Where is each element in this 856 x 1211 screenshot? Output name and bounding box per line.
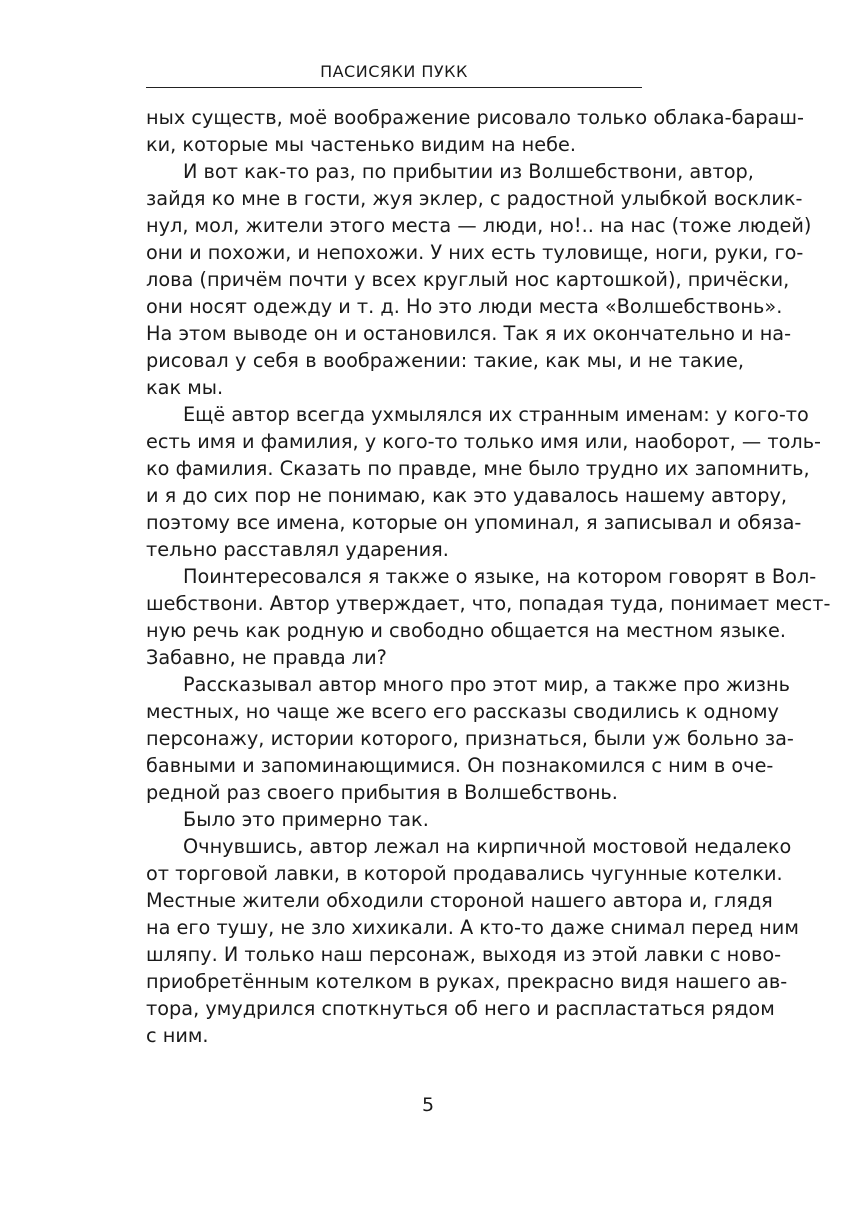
- text-line: местных, но чаще же всего его рассказы сводились к одному: [146, 700, 779, 723]
- text-line: редной раз своего прибытия в Волшебствонь.: [146, 781, 618, 804]
- text-line: Ещё автор всегда ухмылялся их странным именам: у кого-то: [183, 403, 809, 426]
- paragraph: [146, 806, 744, 833]
- text-line: На этом выводе он и остановился. Так я их окончательно и на-: [146, 322, 792, 345]
- paragraph: [146, 104, 804, 158]
- text-line: Местные жители обходили стороной нашего автора и, глядя: [146, 889, 773, 912]
- text-line: Поинтересовался я также о языке, на котором говорят в Вол-: [183, 565, 817, 588]
- running-header: ПАСИСЯКИ ПУКК: [146, 62, 642, 88]
- text-line: и я до сих пор не понимаю, как это удавалось нашему автору,: [146, 484, 787, 507]
- text-line: ки, которые мы частенько видим на небе.: [146, 133, 577, 156]
- text-line: тельно расставлял ударения.: [146, 538, 449, 561]
- text-line: шебствони. Автор утверждает, что, попадая туда, понимает мест-: [146, 592, 831, 615]
- text-line: Забавно, не правда ли?: [146, 646, 387, 669]
- paragraph: [146, 563, 831, 671]
- body-text: [146, 104, 831, 1049]
- text-line: Было это примерно так.: [183, 808, 429, 831]
- text-line: Рассказывал автор много про этот мир, а также про жизнь: [183, 673, 791, 696]
- text-line: ко фамилия. Сказать по правде, мне было трудно их запомнить,: [146, 457, 810, 480]
- text-line: с ним.: [146, 1024, 209, 1047]
- text-line: они носят одежду и т. д. Но это люди места «Волшебствонь».: [146, 295, 783, 318]
- paragraph: [146, 401, 822, 563]
- text-line: ных существ, моё воображение рисовало только облака-бараш-: [146, 106, 804, 129]
- text-line: тора, умудрился споткнуться об него и распластаться рядом: [146, 997, 775, 1020]
- paragraph: [146, 671, 794, 806]
- text-line: они и похожи, и непохожи. У них есть туловище, ноги, руки, го-: [146, 241, 804, 264]
- paragraph: [146, 833, 799, 1049]
- page-number: 5: [421, 1094, 435, 1116]
- text-line: лова (причём почти у всех круглый нос картошкой), причёски,: [146, 268, 790, 291]
- text-line: нул, мол, жители этого места — люди, но!.. на нас (тоже людей): [146, 214, 812, 237]
- text-line: есть имя и фамилия, у кого-то только имя или, наоборот, — толь-: [146, 430, 822, 453]
- text-line: И вот как-то раз, по прибытии из Волшебствони, автор,: [183, 160, 754, 183]
- text-line: от торговой лавки, в которой продавались чугунные котелки.: [146, 862, 783, 885]
- text-line: приобретённым котелком в руках, прекрасно видя нашего ав-: [146, 970, 788, 993]
- text-line: персонажу, истории которого, признаться, были уж больно за-: [146, 727, 794, 750]
- text-line: зайдя ко мне в гости, жуя эклер, с радостной улыбкой восклик-: [146, 187, 803, 210]
- text-line: бавными и запоминающимися. Он познакомился с ним в оче-: [146, 754, 774, 777]
- paragraph: [146, 158, 812, 401]
- text-line: рисовал у себя в воображении: такие, как мы, и не такие,: [146, 349, 744, 372]
- text-line: на его тушу, не зло хихикали. А кто-то даже снимал перед ним: [146, 916, 799, 939]
- text-line: как мы.: [146, 376, 224, 399]
- text-line: Очнувшись, автор лежал на кирпичной мостовой недалеко: [183, 835, 792, 858]
- text-line: поэтому все имена, которые он упоминал, я записывал и обяза-: [146, 511, 802, 534]
- text-line: шляпу. И только наш персонаж, выходя из этой лавки с ново-: [146, 943, 782, 966]
- text-line: ную речь как родную и свободно общается на местном языке.: [146, 619, 786, 642]
